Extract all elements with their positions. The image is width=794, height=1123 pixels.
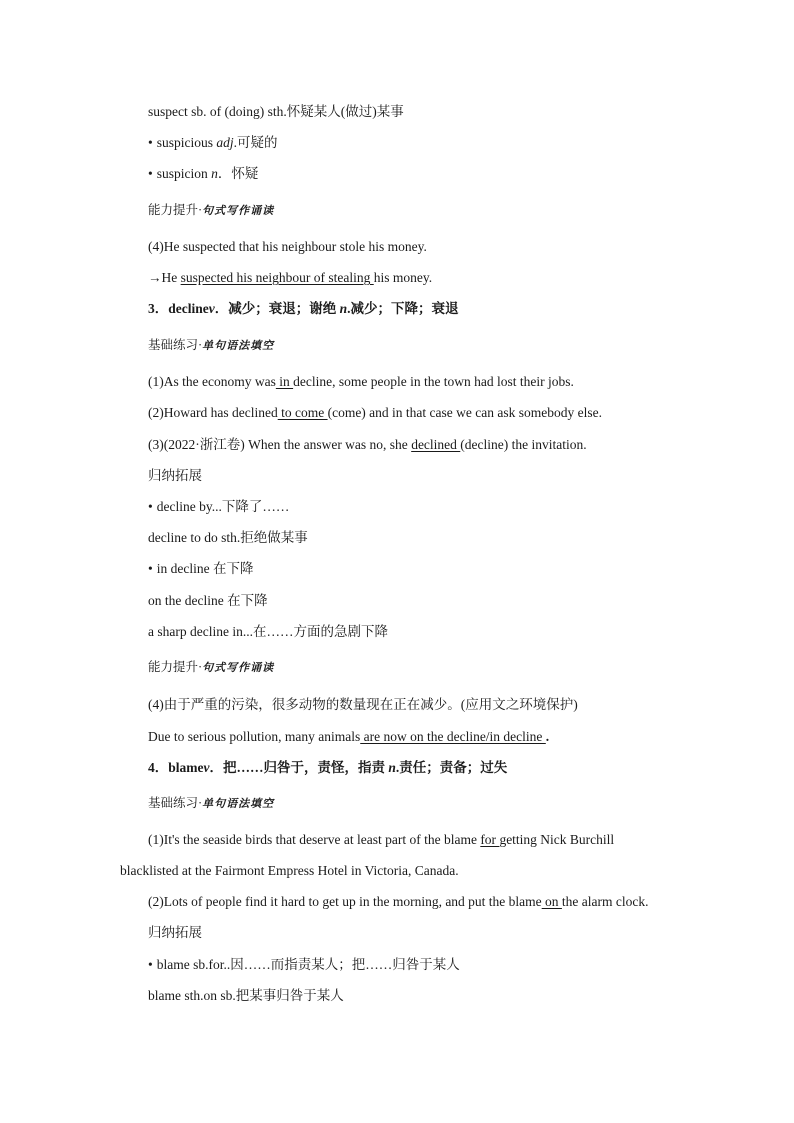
section-heading-ability xyxy=(148,657,274,678)
section-sublabel: 句式写作诵读 xyxy=(202,661,275,674)
phrase-on-the-decline: on the decline 在下降 xyxy=(148,593,268,608)
meaning-text: ．怀疑 xyxy=(217,166,259,181)
section-label: 基础练习· xyxy=(148,338,203,352)
phrase-blame-sth-on: blame sth.on sb.把某事归咎于某人 xyxy=(148,988,344,1003)
exercise-2: (2)Howard has declined to come (come) and in that case we can ask somebody else. xyxy=(148,405,602,420)
exercise-sentence: (4)He suspected that his neighbour stole his money. xyxy=(148,239,427,254)
exercise-4-answer: Due to serious pollution, many animals are now on the decline/in decline . xyxy=(148,729,550,744)
answer-blank: suspected his neighbour of stealing xyxy=(180,270,374,285)
answer-blank: are now on the decline/in decline xyxy=(360,729,546,744)
section-sublabel: 单句语法填空 xyxy=(202,797,275,810)
bullet: • xyxy=(148,561,153,576)
bullet: • xyxy=(148,135,153,150)
meaning-text: .可疑的 xyxy=(233,135,278,150)
vocab-heading-decline: 3．declinev．减少；衰退；谢绝 n.减少；下降；衰退 xyxy=(148,301,459,316)
summary-heading: 归纳拓展 xyxy=(148,468,202,483)
summary-heading: 归纳拓展 xyxy=(148,925,202,940)
phrase-suspect-of: suspect sb. of (doing) sth.怀疑某人(做过)某事 xyxy=(148,104,404,119)
list-item-suspicion xyxy=(148,164,258,184)
list-item-suspicious xyxy=(148,133,278,153)
exercise-rewrite: →He suspected his neighbour of stealing his money. xyxy=(148,270,433,285)
answer-blank: to come xyxy=(277,405,328,420)
exercise-1-continued: blacklisted at the Fairmont Empress Hotel in Victoria, Canada. xyxy=(120,863,459,878)
phrase-decline-to-do: decline to do sth.拒绝做某事 xyxy=(148,530,308,545)
section-label: 能力提升· xyxy=(148,203,203,217)
section-sublabel: 句式写作诵读 xyxy=(202,204,275,217)
bullet: • xyxy=(148,957,153,972)
list-item-decline-by: • decline by...下降了…… xyxy=(148,499,290,514)
list-item-blame-sb-for: • blame sb.for..因……而指责某人；把……归咎于某人 xyxy=(148,957,460,972)
vocab-word: blame xyxy=(168,760,204,775)
vocab-heading-blame: 4．blamev．把……归咎于，责怪，指责 n.责任；责备；过失 xyxy=(148,760,508,775)
exercise-4-prompt: (4)由于严重的污染，很多动物的数量现在正在减少。(应用文之环境保护) xyxy=(148,697,578,712)
exercise-1: (1)It's the seaside birds that deserve at least part of the blame for getting Nick Burchill xyxy=(148,832,615,847)
section-heading-practice xyxy=(148,335,274,356)
section-label: 能力提升· xyxy=(148,660,203,674)
vocab-word: decline xyxy=(168,301,209,316)
answer-blank: for xyxy=(480,832,500,847)
list-item-in-decline: • in decline 在下降 xyxy=(148,561,254,576)
word-text: suspicious xyxy=(156,135,217,150)
exercise-3: (3)(2022·浙江卷) When the answer was no, she declined (decline) the invitation. xyxy=(148,437,587,452)
pos-tag: adj xyxy=(216,135,234,150)
bullet: • xyxy=(148,166,153,181)
answer-blank: on xyxy=(541,894,562,909)
exercise-1: (1)As the economy was in decline, some people in the town had lost their jobs. xyxy=(148,374,574,389)
answer-blank: declined xyxy=(411,437,461,452)
section-sublabel: 单句语法填空 xyxy=(202,339,275,352)
section-heading-practice xyxy=(148,793,274,814)
phrase-sharp-decline: a sharp decline in...在……方面的急剧下降 xyxy=(148,624,388,639)
bullet: • xyxy=(148,499,153,514)
pos-tag: n xyxy=(211,166,218,181)
answer-blank: in xyxy=(275,374,294,389)
word-text: suspicion xyxy=(156,166,212,181)
section-heading-ability xyxy=(148,200,274,221)
section-label: 基础练习· xyxy=(148,796,203,810)
exercise-2: (2)Lots of people find it hard to get up in the morning, and put the blame on the alarm clock. xyxy=(148,894,649,909)
